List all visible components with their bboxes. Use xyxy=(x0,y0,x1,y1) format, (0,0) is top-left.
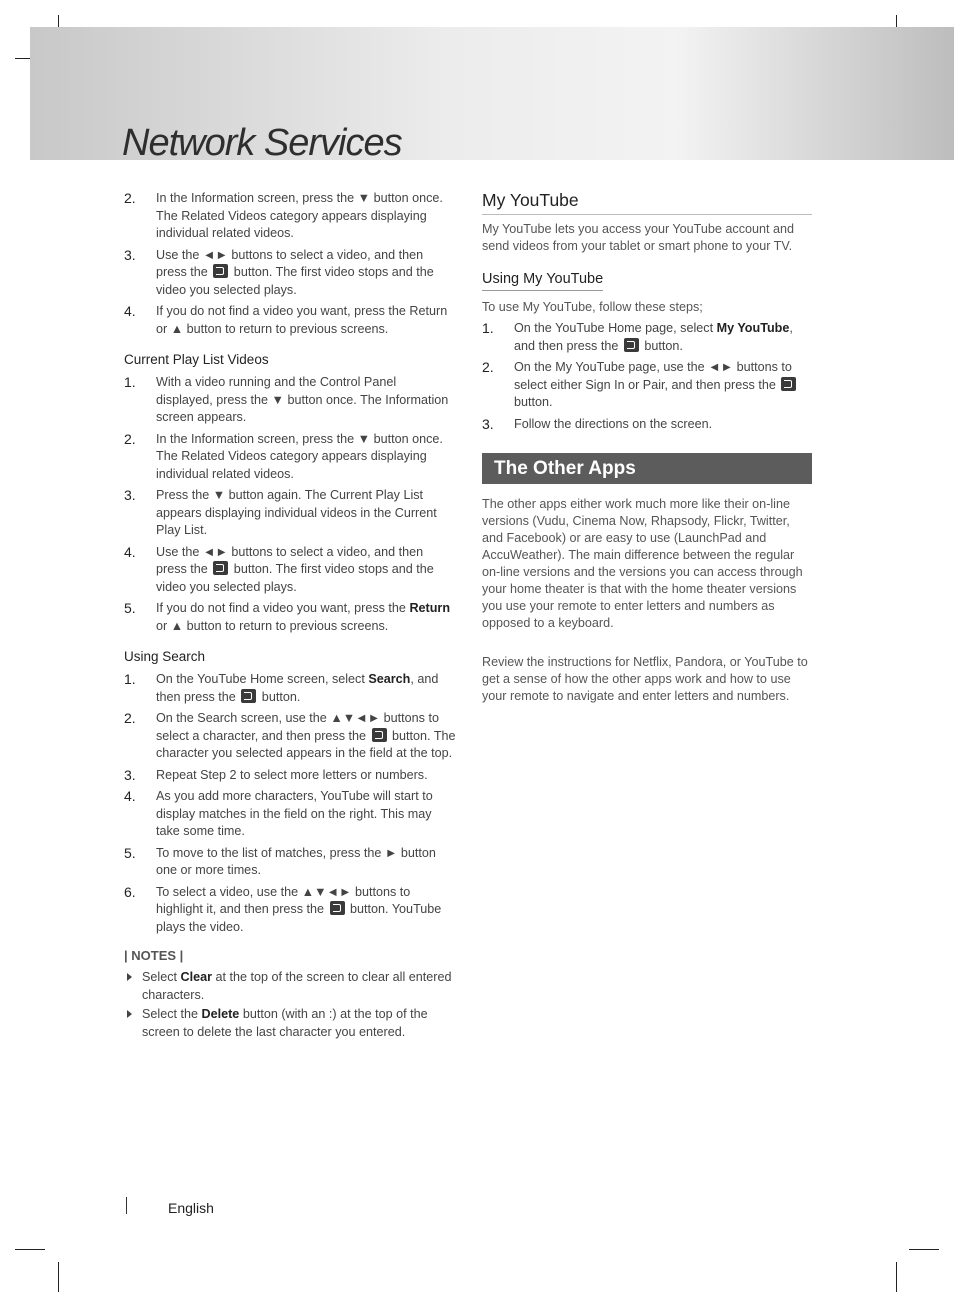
list-item: 2. On the My YouTube page, use the ◄► buttons to select either Sign In or Pair, and then press the button. xyxy=(482,359,812,412)
my-youtube-description: My YouTube lets you access your YouTube account and send videos from your tablet or smart phone to your TV. xyxy=(482,222,795,253)
related-videos-steps xyxy=(124,190,456,338)
list-item: 3. Follow the directions on the screen. xyxy=(482,415,713,432)
note-item: Select the Delete button (with an :) at the top of the screen to delete the last character you entered. xyxy=(124,1006,456,1041)
notes-heading: | NOTES | xyxy=(124,948,184,963)
my-youtube-heading: My YouTube xyxy=(482,190,812,215)
list-item: 6. To select a video, use the ▲▼◄► buttons to highlight it, and then press the button. YouTube plays the video. xyxy=(124,883,442,934)
list-item: 4. As you add more characters, YouTube will start to display matches in the field on the right. This may take some time. xyxy=(124,788,433,838)
my-youtube-steps xyxy=(482,320,812,433)
list-item: 5. If you do not find a video you want, press the Return or ▲ button to return to previous screens. xyxy=(124,600,451,633)
using-my-youtube-heading: Using My YouTube xyxy=(482,271,603,291)
list-item: 2. In the Information screen, press the ▼ button once. The Related Videos category appears displaying individual related videos. xyxy=(124,430,443,481)
list-item: 3. Press the ▼ button again. The Current Play List appears displaying individual videos in the Current Play List. xyxy=(124,487,437,537)
enter-button-icon xyxy=(624,338,639,352)
enter-button-icon xyxy=(213,264,228,278)
footer-divider xyxy=(126,1197,127,1214)
current-play-list-heading: Current Play List Videos xyxy=(124,352,269,367)
enter-button-icon xyxy=(213,561,228,575)
list-item: 3. Use the ◄► buttons to select a video, and then press the button. The first video stops and the video you selected plays. xyxy=(124,246,434,297)
enter-button-icon xyxy=(330,901,345,915)
list-item: 2. In the Information screen, press the ▼ button once. The Related Videos category appears displaying individual related videos. xyxy=(124,190,443,240)
footer-language: English xyxy=(168,1200,214,1216)
list-item: 3. Repeat Step 2 to select more letters or numbers. xyxy=(124,766,428,783)
other-apps-paragraph: Review the instructions for Netflix, Pandora, or YouTube to get a sense of how the other apps work and how to use your remote to navigate and enter letters and numbers. xyxy=(482,655,808,703)
current-play-list-steps xyxy=(124,374,456,635)
enter-button-icon xyxy=(781,377,796,391)
list-item: 1. On the YouTube Home page, select My YouTube, and then press the button. xyxy=(482,320,793,353)
bullet-triangle-icon xyxy=(127,1010,132,1018)
using-search-steps xyxy=(124,671,456,936)
list-item: 4. Use the ◄► buttons to select a video, and then press the button. The first video stops and the video you selected plays. xyxy=(124,543,434,594)
using-intro: To use My YouTube, follow these steps; xyxy=(482,300,703,314)
crop-mark xyxy=(15,1249,45,1250)
notes-list xyxy=(124,969,456,1041)
note-item: Select Clear at the top of the screen to clear all entered characters. xyxy=(124,969,456,1004)
list-item: 1. With a video running and the Control Panel displayed, press the ▼ button once. The Information screen appears. xyxy=(124,374,449,424)
crop-mark xyxy=(896,1262,897,1292)
right-column xyxy=(482,190,812,705)
other-apps-paragraph: The other apps either work much more like their on-line versions (Vudu, Cinema Now, Rhapsody, Flickr, Twitter, and Facebook) or are easy to use (LaunchPad and AccuWeather). The main difference between the regular on-line versions and the versions you can access through your home theater is that with the home theater versions you use your remote to enter letters and numbers as opposed to a keyboard. xyxy=(482,497,803,630)
crop-mark xyxy=(58,1262,59,1292)
using-search-heading: Using Search xyxy=(124,649,206,664)
list-item: 2. On the Search screen, use the ▲▼◄► buttons to select a character, and then press the button. The character you selected appears in the field at the top. xyxy=(124,710,456,760)
page-title: Network Services xyxy=(122,122,402,164)
crop-mark xyxy=(909,1249,939,1250)
list-item: 1. On the YouTube Home screen, select Search, and then press the button. xyxy=(124,671,439,704)
left-column xyxy=(124,190,456,1043)
enter-button-icon xyxy=(372,728,387,742)
list-item: 4. If you do not find a video you want, press the Return or ▲ button to return to previous screens. xyxy=(124,303,448,336)
bullet-triangle-icon xyxy=(127,973,132,981)
enter-button-icon xyxy=(241,689,256,703)
other-apps-heading: The Other Apps xyxy=(482,453,812,484)
list-item: 5. To move to the list of matches, press the ► button one or more times. xyxy=(124,844,436,877)
